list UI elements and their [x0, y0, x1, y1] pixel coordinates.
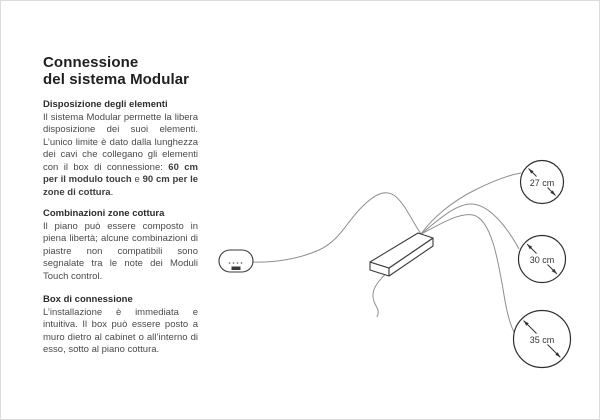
touch-module-dot [241, 262, 243, 264]
section-box-connessione [43, 294, 198, 357]
section-body [43, 112, 198, 200]
page-title [43, 54, 198, 88]
zone-circle-35 [514, 311, 571, 368]
zone-size-label: 27 cm [529, 177, 555, 188]
body-text: e [131, 174, 143, 185]
touch-module-display [232, 267, 241, 271]
title-line-2: del sistema Modular [43, 71, 190, 88]
section-body: L’installazione è immediata e intuitiva. Il box può essere posto a muro dietro al cabinet o all’interno di esso, sotto al piano cottura. [43, 306, 198, 355]
zone-circle-30 [519, 236, 566, 283]
touch-module-dot [229, 262, 231, 264]
zone-size-label: 35 cm [529, 334, 555, 345]
touch-module [219, 250, 253, 272]
body-text-bold: 60 cm per il modulo touch [43, 161, 199, 185]
connection-box [370, 233, 433, 276]
zone-size-label: 30 cm [529, 254, 555, 265]
section-heading: Combinazioni zone cottura [43, 208, 165, 219]
body-text-bold: 90 cm per le zone di cottura [43, 174, 198, 198]
text-column [43, 54, 198, 357]
cable-zone-35 [421, 215, 514, 332]
section-combinazioni-zone [43, 208, 198, 283]
touch-module-dot [233, 262, 235, 264]
section-heading: Box di connessione [43, 294, 133, 305]
connection-diagram [201, 141, 600, 391]
power-cable [373, 270, 390, 317]
section-disposizione-elementi [43, 99, 198, 199]
section-heading: Disposizione degli elementi [43, 99, 168, 110]
body-text: . [110, 186, 114, 198]
body-text: Il sistema Modular permette la libera disposizione dei suoi elementi. L’unico limite è dato dalla lunghezza dei cavi che collegano gli elementi con il box di connessione: [43, 111, 198, 173]
touch-module-dot [237, 262, 239, 264]
title-line-1: Connessione [43, 54, 139, 71]
zone-circle-27 [521, 161, 564, 204]
cooking-zones [514, 161, 571, 368]
section-body: Il piano può essere composto in piena libertà; alcune combinazioni di piastre non compatibili sono segnalate tra le note dei Moduli Touch control. [43, 220, 198, 282]
